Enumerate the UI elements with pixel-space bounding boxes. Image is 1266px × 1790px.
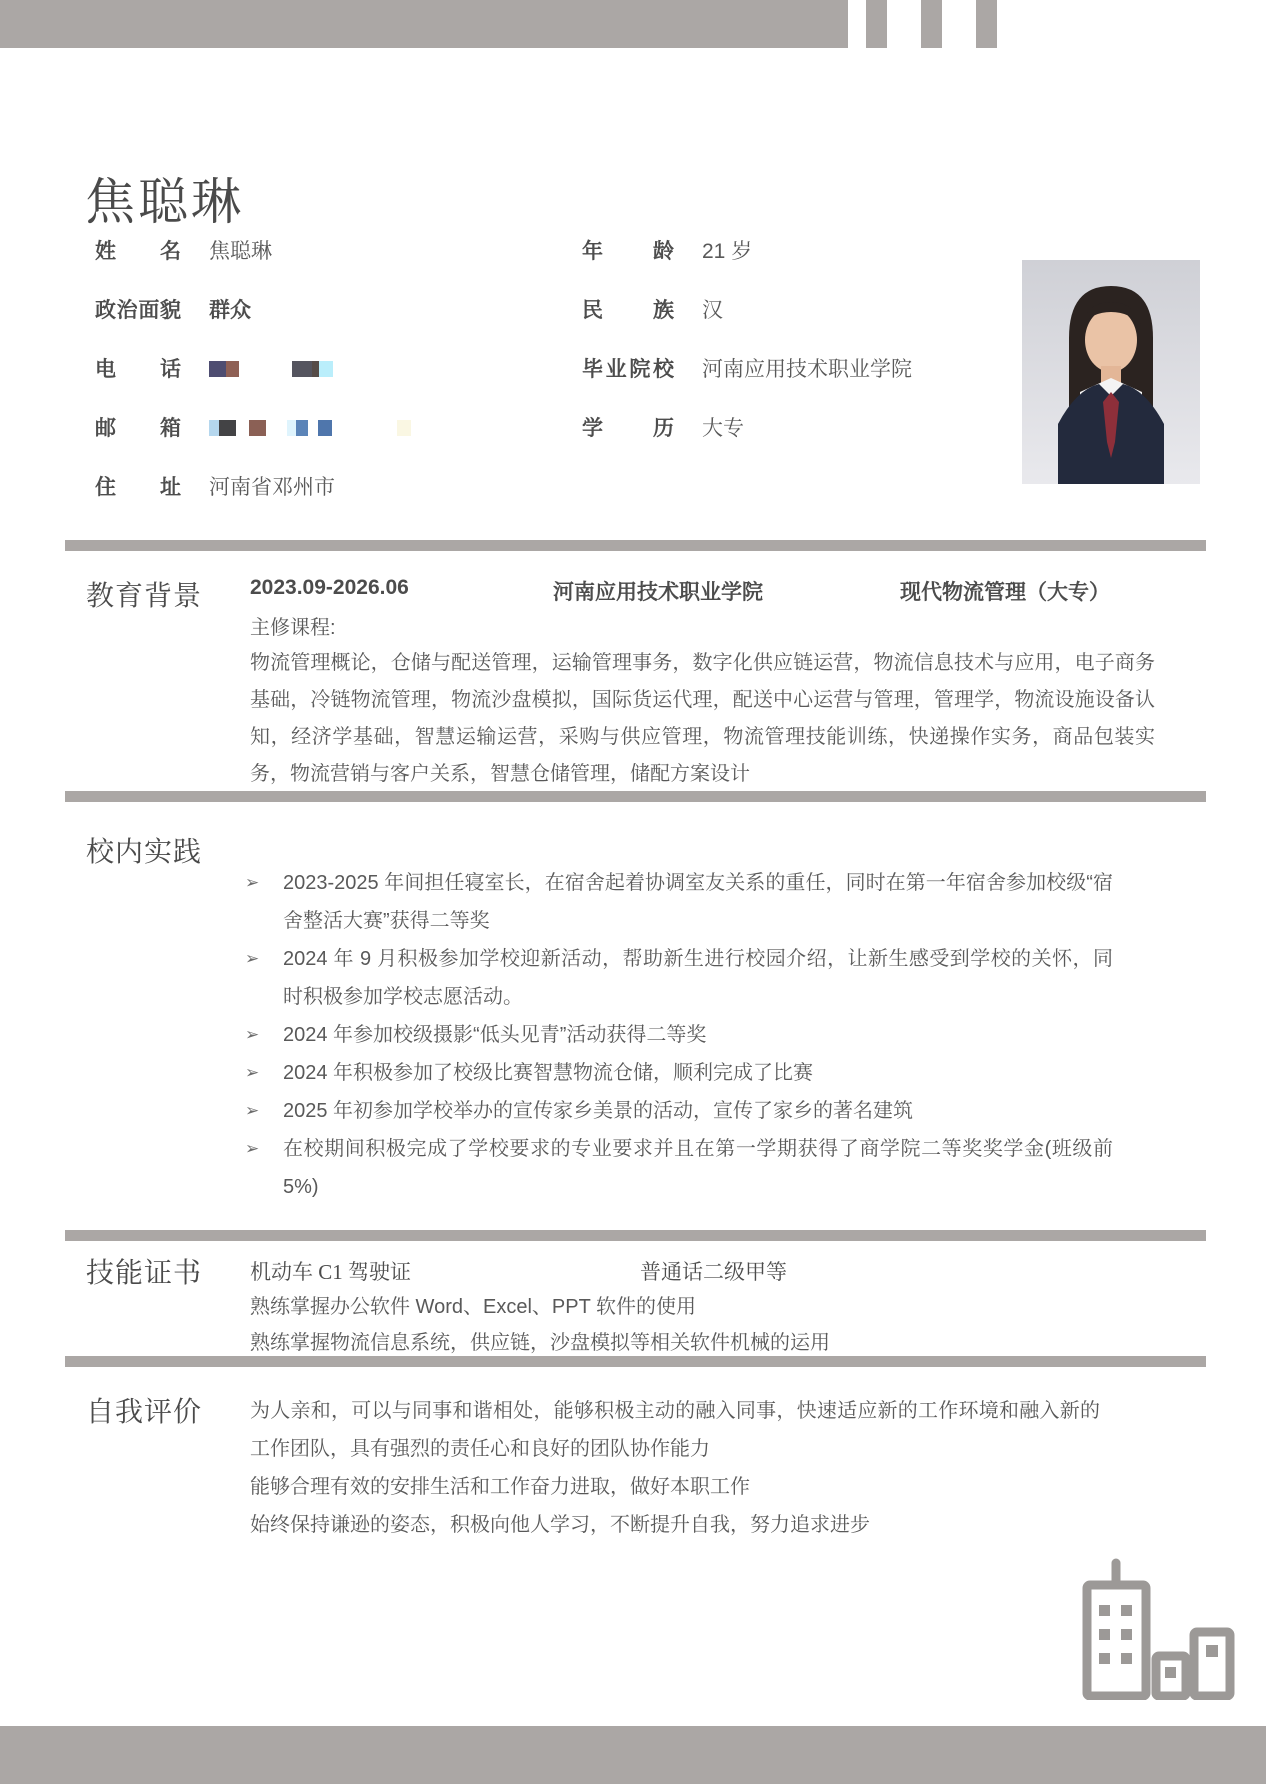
section-divider — [65, 1230, 1206, 1241]
info-value: 群众 — [209, 299, 251, 322]
section-title-skills: 技能证书 — [86, 1257, 203, 1288]
list-item-text: 2025 年初参加学校举办的宣传家乡美景的活动，宣传了家乡的著名建筑 — [283, 1100, 914, 1122]
info-value: 大专 — [702, 417, 744, 440]
info-label: 毕业院校 — [582, 358, 674, 381]
list-item-text: 在校期间积极完成了学校要求的专业要求并且在第一学期获得了商学院二等奖奖学金(班级前5%) — [283, 1138, 1113, 1198]
info-value: 21 岁 — [702, 240, 753, 263]
portrait-photo-graphic — [1022, 260, 1200, 484]
list-item — [245, 940, 1113, 1016]
skill-logistics-software: 熟练掌握物流信息系统，供应链，沙盘模拟等相关软件机械的运用 — [250, 1332, 830, 1354]
info-label: 姓名 — [95, 240, 181, 263]
practice-list — [245, 864, 1113, 1206]
list-item — [245, 1054, 1113, 1092]
education-period: 2023.09-2026.06 — [250, 576, 409, 599]
phone-redacted-value — [209, 358, 333, 381]
section-title-practice: 校内实践 — [86, 836, 203, 867]
redaction-block — [312, 361, 319, 377]
info-value: 河南应用技术职业学院 — [702, 358, 912, 381]
info-label: 民族 — [582, 299, 674, 322]
info-label: 住址 — [95, 476, 181, 499]
arrow-bullet-icon: ➢ — [245, 1101, 260, 1120]
info-row-ethnicity — [582, 297, 723, 324]
info-row-age — [582, 238, 752, 265]
redaction-block — [209, 361, 226, 377]
skill-office-software: 熟练掌握办公软件 Word、Excel、PPT 软件的使用 — [250, 1296, 696, 1318]
redaction-block — [287, 420, 296, 436]
page-title: 焦聪琳 — [85, 174, 244, 230]
courses-label: 主修课程: — [250, 617, 336, 639]
list-item — [245, 1016, 1113, 1054]
section-title-education: 教育背景 — [86, 580, 203, 611]
bottom-decoration-bar — [0, 1726, 1266, 1784]
info-value: 汉 — [702, 299, 723, 322]
info-row-address — [95, 474, 335, 501]
evaluation-text — [250, 1392, 1100, 1544]
courses-paragraph: 物流管理概论，仓储与配送管理，运输管理事务，数字化供应链运营，物流信息技术与应用，电子商务基础，冷链物流管理，物流沙盘模拟，国际货运代理，配送中心运营与管理，管理学，物流设施设备认知，经济学基础，智慧运输运营，采购与供应管理，物流管理技能训练，快递操作实务，商品包装实务，物流营销与客户关系，智慧仓储管理，储配方案设计 — [250, 652, 1155, 785]
section-title-evaluation: 自我评价 — [86, 1396, 203, 1427]
info-value: 河南省邓州市 — [209, 476, 335, 499]
info-row-email — [95, 415, 411, 442]
top-decoration-square — [921, 0, 942, 48]
arrow-bullet-icon: ➢ — [245, 1025, 260, 1044]
section-divider — [65, 791, 1206, 802]
list-item-text: 2023-2025 年间担任寝室长，在宿舍起着协调室友关系的重任，同时在第一年宿舍参加校级“宿舍整活大赛”获得二等奖 — [283, 872, 1113, 932]
info-label: 邮箱 — [95, 417, 181, 440]
section-divider — [65, 540, 1206, 551]
redaction-block — [249, 420, 266, 436]
info-row-degree — [582, 415, 744, 442]
cert-driving-license: 机动车 C1 驾驶证 — [250, 1260, 412, 1284]
info-label: 学历 — [582, 417, 674, 440]
info-row-phone — [95, 356, 333, 383]
arrow-bullet-icon: ➢ — [245, 1139, 260, 1158]
list-item — [245, 1130, 1113, 1206]
redaction-block — [292, 361, 312, 377]
info-label: 政治面貌 — [95, 299, 181, 322]
info-value: 焦聪琳 — [209, 240, 272, 263]
redaction-block — [318, 420, 332, 436]
evaluation-paragraph: 为人亲和，可以与同事和谐相处，能够积极主动的融入同事，快速适应新的工作环境和融入新的工作团队，具有强烈的责任心和良好的团队协作能力 — [250, 1400, 1100, 1460]
info-row-school — [582, 356, 912, 383]
arrow-bullet-icon: ➢ — [245, 1063, 260, 1082]
section-divider — [65, 1356, 1206, 1367]
evaluation-paragraph: 能够合理有效的安排生活和工作奋力进取，做好本职工作 — [250, 1476, 750, 1498]
education-school: 河南应用技术职业学院 — [553, 581, 763, 604]
info-label: 电话 — [95, 358, 181, 381]
arrow-bullet-icon: ➢ — [245, 949, 260, 968]
list-item — [245, 864, 1113, 940]
info-row-name — [95, 238, 272, 265]
info-label: 年龄 — [582, 240, 674, 263]
list-item-text: 2024 年 9 月积极参加学校迎新活动，帮助新生进行校园介绍，让新生感受到学校的关怀，同时积极参加学校志愿活动。 — [283, 948, 1113, 1008]
redaction-block — [319, 361, 333, 377]
arrow-bullet-icon: ➢ — [245, 873, 260, 892]
buildings-icon — [1080, 1558, 1236, 1700]
redaction-block — [296, 420, 308, 436]
top-decoration-square — [866, 0, 887, 48]
education-major: 现代物流管理（大专） — [900, 581, 1110, 604]
list-item-text: 2024 年积极参加了校级比赛智慧物流仓储，顺利完成了比赛 — [283, 1062, 814, 1084]
photo — [1022, 260, 1200, 484]
top-decoration-square — [976, 0, 997, 48]
evaluation-paragraph: 始终保持谦逊的姿态，积极向他人学习，不断提升自我，努力追求进步 — [250, 1514, 870, 1536]
top-decoration-bar — [0, 0, 848, 48]
redaction-block — [226, 361, 239, 377]
email-redacted-value — [209, 417, 411, 440]
redaction-block — [209, 420, 219, 436]
list-item — [245, 1092, 1113, 1130]
cert-mandarin: 普通话二级甲等 — [640, 1260, 787, 1284]
redaction-block — [397, 420, 411, 436]
redaction-block — [219, 420, 236, 436]
list-item-text: 2024 年参加校级摄影“低头见青”活动获得二等奖 — [283, 1024, 707, 1046]
info-row-political-status — [95, 297, 251, 324]
